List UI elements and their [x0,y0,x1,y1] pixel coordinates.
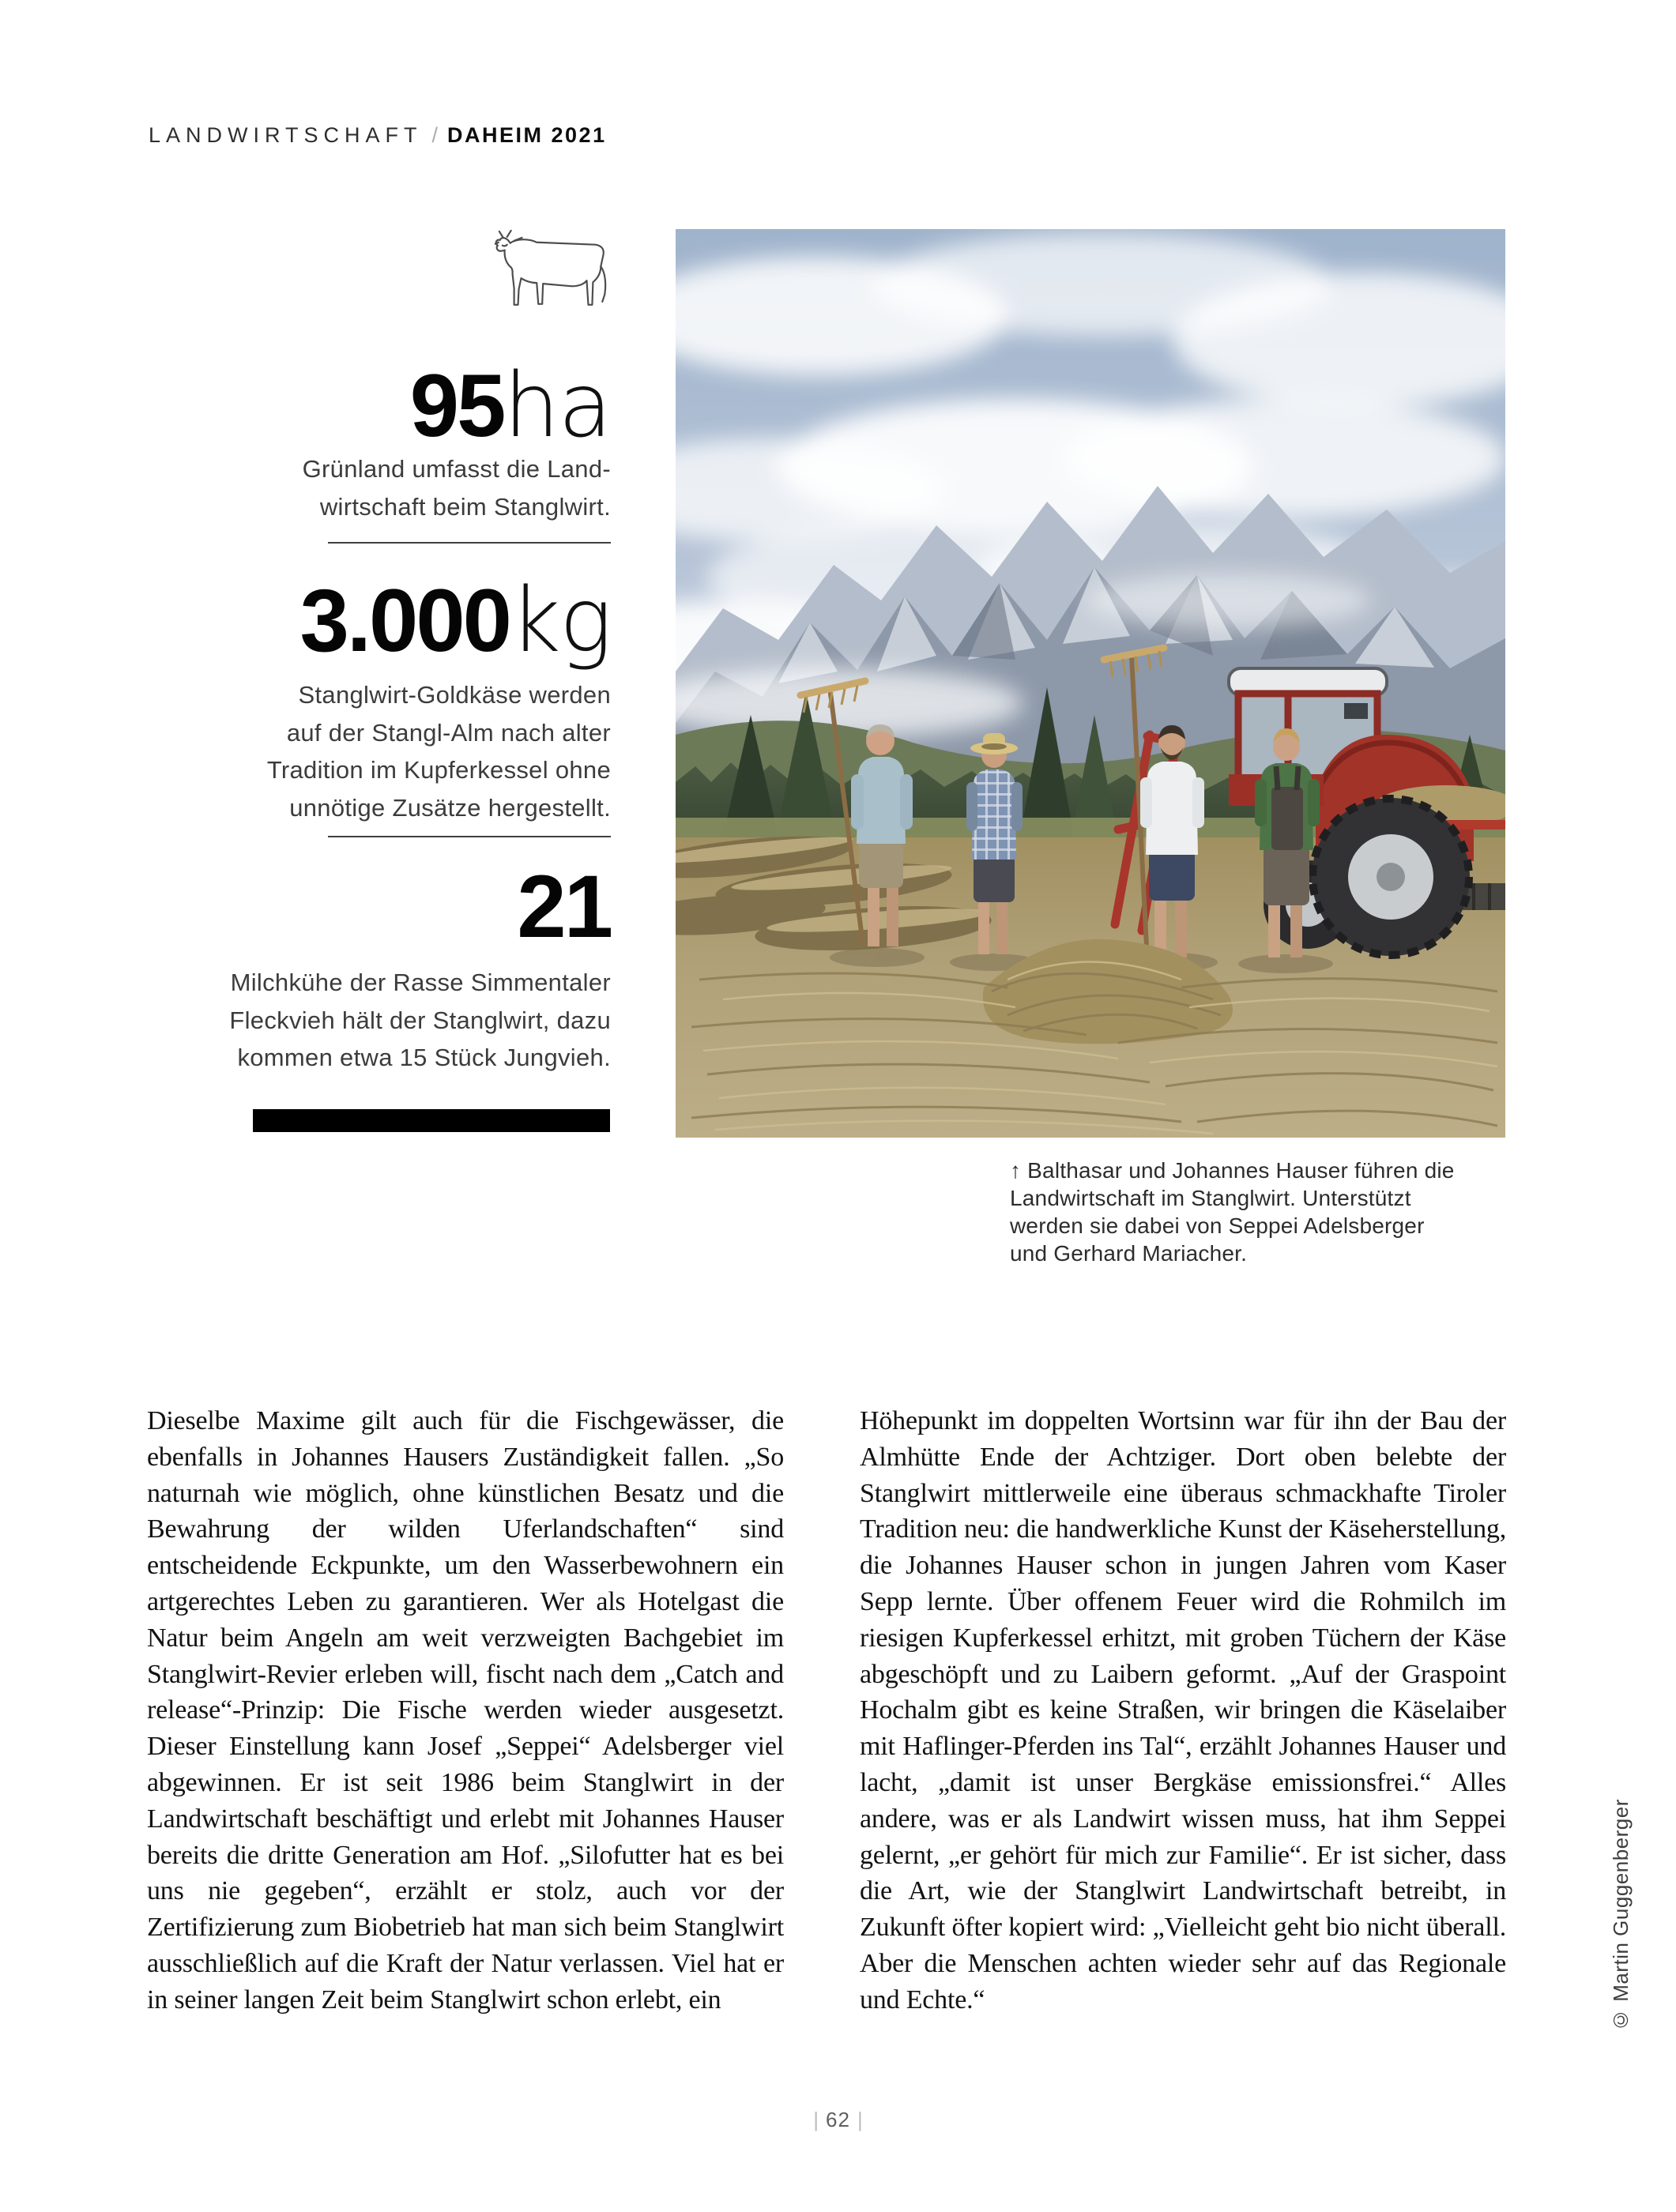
stat-cheese [299,570,611,692]
page-number-value: 62 [826,2108,850,2131]
stat-cows [517,857,611,978]
stat-grassland-value: 95 [409,356,504,455]
article-column-right: Höhepunkt im doppelten Wortsinn war für ihn der Bau der Almhütte Ende der Achtziger. Dort oben belebte der Stanglwirt mittlerweile eine überaus schmackhafte Tiroler Tradition neu: die handwerkliche Kunst der Käseherstellung, die Johannes Hauser schon in jungen Jahren vom Kaser Sepp lernte. Über offenem Feuer wird die Rohmilch im riesigen Kupferkessel erhitzt, mit groben Tüchern der Käse abgeschöpft und zu Laibern geformt. „Auf der Graspoint Hochalm gibt es keine Straßen, wir bringen die Käselaiber mit Haflinger-Pferden ins Tal“, erzählt Johannes Hauser und lacht, „damit ist unser Bergkäse emissionsfrei.“ Alles andere, was er als Landwirt wissen muss, hat ihm Seppei gelernt, „er gehört für mich zur Familie“. Er ist sicher, dass die Art, wie der Stanglwirt Landwirtschaft betreibt, in Zukunft öfter kopiert wird: „Vielleicht geht bio nicht überall. Aber die Menschen achten wieder sehr auf das Regionale und Echte.“ [860,1406,1506,2014]
header-section-label: LANDWIRTSCHAFT [149,123,423,147]
stat-grassland-unit: ha [503,355,611,457]
photo-credit: © Martin Guggenberger [1609,1799,1633,2032]
stat-cows-caption: Milchkühe der Rasse Simmentaler Fleckvieh hält der Stanglwirt, dazu kommen etwa 15 Stück Jungvieh. [229,969,611,1071]
page-header [149,123,607,148]
article-column-left: Dieselbe Maxime gilt auch für die Fischgewässer, die ebenfalls in Johannes Hausers Zuständigkeit fallen. „So naturnah wie möglich, ohne künstlichen Besatz und die Bewahrung der wilden Uferlandschaften“ sind entscheidende Eckpunkte, um den Wasserbewohnern ein artgerechtes Leben zu garantieren. Wer als Hotelgast die Natur beim Angeln am weit verzweigten Bachgebiet im Stanglwirt-Revier erleben will, fischt nach dem „Catch and release“-Prinzip: Die Fische werden wieder ausgesetzt. Dieser Einstellung kann Josef „Seppei“ Adelsberger viel abgewinnen. Er ist seit 1986 beim Stanglwirt in der Landwirtschaft beschäftigt und erlebt mit Johannes Hauser bereits die dritte Generation am Hof. „Silofutter hat es bei uns nie gegeben“, erzählt er stolz, auch vor der Zertifizierung zum Biobetrieb hat man sich beim Stanglwirt ausschließlich auf die Kraft der Natur verlassen. Viel hat er in seiner langen Zeit beim Stanglwirt schon erlebt, ein [147,1406,784,2014]
stat-cheese-caption: Stanglwirt-Goldkäse werden auf der Stangl-Alm nach alter Tradition im Kupferkessel ohne unnötige Zusätze hergestellt. [266,681,611,822]
divider-rule [328,542,611,544]
photo-caption: ↑ Balthasar und Johannes Hauser führen die Landwirtschaft im Stanglwirt. Unterstützt werden sie dabei von Seppei Adelsberger und Gerhard Mariacher. [1010,1158,1455,1266]
divider-rule [328,836,611,837]
header-separator: / [431,123,439,147]
page-number-bar-right: | [857,2108,863,2131]
header-edition-label: DAHEIM 2021 [447,123,607,147]
photo-illustration [676,229,1505,1138]
farm-photo [676,229,1505,1138]
page-number [0,2108,1676,2132]
stat-grassland-caption: Grünland umfasst die Land- wirtschaft beim Stanglwirt. [302,455,611,521]
stat-cheese-value: 3.000 [299,571,510,670]
stat-cows-value: 21 [517,857,611,956]
accent-bar [253,1109,610,1132]
cow-icon [488,226,621,316]
stat-cheese-unit: kg [509,570,611,672]
page-number-bar-left: | [813,2108,819,2131]
